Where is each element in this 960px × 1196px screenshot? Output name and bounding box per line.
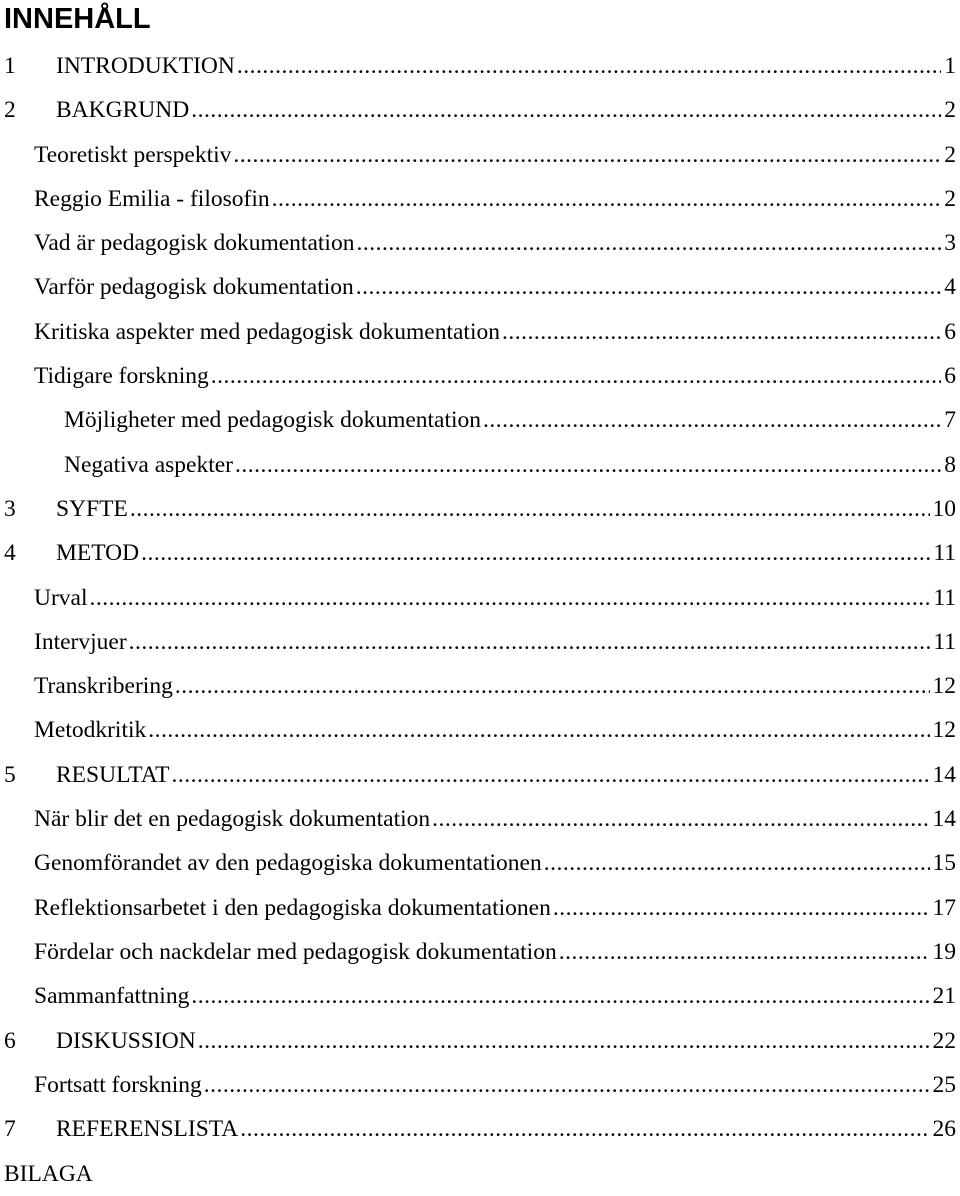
toc-entry-page-number: 6: [944, 310, 960, 354]
toc-entry[interactable]: [0, 133, 960, 177]
toc-entry-number: 6: [4, 1019, 56, 1063]
toc-entry[interactable]: [0, 1019, 960, 1063]
toc-entry-page-number: 7: [944, 398, 960, 442]
dot-leader: [175, 664, 930, 708]
dot-leader: [129, 620, 931, 664]
toc-entry-title: METOD: [56, 531, 139, 575]
dot-leader: [356, 221, 941, 265]
toc-entry[interactable]: [0, 88, 960, 132]
table-of-contents: [0, 44, 960, 1151]
toc-entry-title: Fördelar och nackdelar med pedagogisk dokumentation: [34, 930, 557, 974]
toc-entry-page-number: 15: [933, 841, 960, 885]
toc-entry[interactable]: [0, 44, 960, 88]
toc-entry[interactable]: [0, 310, 960, 354]
toc-entry-page-number: 4: [944, 265, 960, 309]
toc-entry[interactable]: [0, 930, 960, 974]
toc-entry[interactable]: [0, 664, 960, 708]
toc-entry-page-number: 12: [933, 708, 960, 752]
toc-entry-number: 2: [4, 88, 56, 132]
toc-entry-title: Möjligheter med pedagogisk dokumentation: [64, 398, 481, 442]
toc-entry[interactable]: [0, 531, 960, 575]
dot-leader: [233, 133, 941, 177]
toc-entry[interactable]: [0, 443, 960, 487]
toc-entry-page-number: 25: [933, 1063, 960, 1107]
toc-entry-number: 5: [4, 753, 56, 797]
page-title: INNEHÅLL: [4, 0, 151, 38]
toc-entry[interactable]: [0, 354, 960, 398]
toc-entry-page-number: 2: [944, 177, 960, 221]
toc-entry[interactable]: [0, 620, 960, 664]
toc-entry-title: Reggio Emilia - filosofin: [34, 177, 270, 221]
toc-entry-title: Tidigare forskning: [34, 354, 209, 398]
toc-entry-title: När blir det en pedagogisk dokumentation: [34, 797, 430, 841]
toc-entry-page-number: 11: [933, 531, 960, 575]
toc-entry-page-number: 2: [944, 88, 960, 132]
dot-leader: [356, 265, 941, 309]
dot-leader: [240, 1107, 929, 1151]
toc-entry-page-number: 10: [933, 487, 960, 531]
dot-leader: [272, 177, 942, 221]
toc-entry-title: Urval: [34, 576, 88, 620]
dot-leader: [191, 974, 929, 1018]
toc-entry-title: Teoretiskt perspektiv: [34, 133, 231, 177]
toc-entry-page-number: 21: [933, 974, 960, 1018]
toc-entry-title: Metodkritik: [34, 708, 146, 752]
toc-entry-page-number: 14: [933, 797, 960, 841]
toc-entry-title: Fortsatt forskning: [34, 1063, 202, 1107]
toc-entry[interactable]: [0, 708, 960, 752]
dot-leader: [211, 354, 942, 398]
toc-entry[interactable]: [0, 221, 960, 265]
toc-entry-title: Kritiska aspekter med pedagogisk dokumentation: [34, 310, 500, 354]
toc-entry-title: Intervjuer: [34, 620, 127, 664]
dot-leader: [502, 310, 941, 354]
toc-entry[interactable]: [0, 1107, 960, 1151]
toc-entry[interactable]: [0, 974, 960, 1018]
toc-entry[interactable]: [0, 487, 960, 531]
toc-entry-number: 3: [4, 487, 56, 531]
dot-leader: [204, 1063, 930, 1107]
dot-leader: [237, 44, 941, 88]
toc-entry-page-number: 6: [944, 354, 960, 398]
toc-entry-title: INTRODUKTION: [56, 44, 235, 88]
toc-entry-title: Negativa aspekter: [64, 443, 233, 487]
toc-entry-number: 4: [4, 531, 56, 575]
dot-leader: [483, 398, 941, 442]
dot-leader: [198, 1019, 930, 1063]
toc-entry[interactable]: [0, 177, 960, 221]
dot-leader: [148, 708, 929, 752]
toc-entry-page-number: 11: [933, 620, 960, 664]
dot-leader: [191, 88, 941, 132]
toc-entry-page-number: 8: [944, 443, 960, 487]
toc-entry-title: RESULTAT: [56, 753, 169, 797]
toc-entry[interactable]: [0, 265, 960, 309]
toc-entry-page-number: 14: [933, 753, 960, 797]
toc-entry-title: Sammanfattning: [34, 974, 189, 1018]
toc-entry-number: 7: [4, 1107, 56, 1151]
toc-entry-page-number: 12: [933, 664, 960, 708]
dot-leader: [432, 797, 929, 841]
toc-entry-page-number: 2: [944, 133, 960, 177]
toc-entry-page-number: 19: [933, 930, 960, 974]
toc-entry[interactable]: [0, 797, 960, 841]
toc-entry-title: REFERENSLISTA: [56, 1107, 238, 1151]
dot-leader: [171, 753, 929, 797]
toc-entry[interactable]: [0, 753, 960, 797]
toc-entry[interactable]: [0, 576, 960, 620]
toc-entry-page-number: 26: [933, 1107, 960, 1151]
toc-entry-title: Transkribering: [34, 664, 173, 708]
toc-entry-page-number: 1: [944, 44, 960, 88]
toc-entry-title: DISKUSSION: [56, 1019, 196, 1063]
toc-entry-title: Vad är pedagogisk dokumentation: [34, 221, 354, 265]
toc-entry[interactable]: [0, 886, 960, 930]
dot-leader: [90, 576, 931, 620]
dot-leader: [130, 487, 930, 531]
dot-leader: [544, 841, 930, 885]
dot-leader: [141, 531, 930, 575]
appendix-label: BILAGA: [4, 1152, 93, 1196]
toc-entry-title: SYFTE: [56, 487, 128, 531]
toc-entry-title: BAKGRUND: [56, 88, 189, 132]
dot-leader: [235, 443, 941, 487]
toc-entry-page-number: 22: [933, 1019, 960, 1063]
dot-leader: [559, 930, 930, 974]
toc-entry-number: 1: [4, 44, 56, 88]
toc-entry-page-number: 3: [944, 221, 960, 265]
toc-entry[interactable]: [0, 841, 960, 885]
toc-entry-page-number: 11: [933, 576, 960, 620]
toc-entry-title: Reflektionsarbetet i den pedagogiska dokumentationen: [34, 886, 551, 930]
toc-entry[interactable]: [0, 1063, 960, 1107]
toc-entry-page-number: 17: [933, 886, 960, 930]
dot-leader: [553, 886, 930, 930]
toc-entry[interactable]: [0, 398, 960, 442]
toc-entry-title: Genomförandet av den pedagogiska dokumentationen: [34, 841, 542, 885]
toc-entry-title: Varför pedagogisk dokumentation: [34, 265, 354, 309]
